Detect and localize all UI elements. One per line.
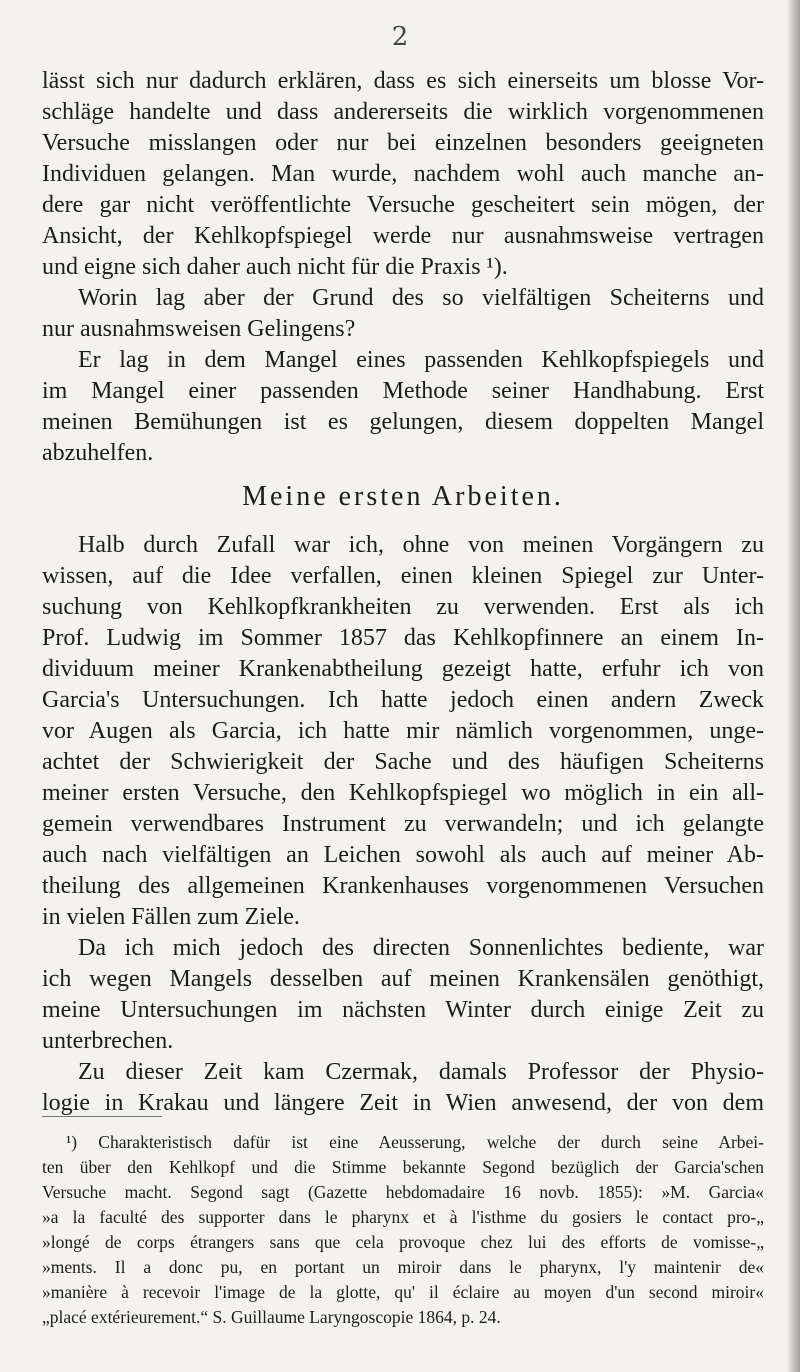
text-line: Ansicht, der Kehlkopfspiegel werde nur ausnahmsweise vertragen bbox=[42, 223, 764, 249]
footnote-line: »manière à recevoir l'image de la glotte, qu' il éclaire au moyen d'un second miroir« bbox=[42, 1282, 764, 1302]
text-line: auch nach vielfältigen an Leichen sowohl als auch auf meiner Ab- bbox=[42, 842, 764, 868]
text-line: Individuen gelangen. Man wurde, nachdem wohl auch manche an- bbox=[42, 161, 764, 187]
footnote-line: »longé de corps étrangers sans que cela provoque chez lui des efforts de vomisse-„ bbox=[42, 1232, 764, 1252]
text-line: meine Untersuchungen im nächsten Winter durch einige Zeit zu bbox=[42, 997, 764, 1023]
text-line: suchung von Kehlkopfkrankheiten zu verwenden. Erst als ich bbox=[42, 594, 764, 620]
text-line: theilung des allgemeinen Krankenhauses vorgenommenen Versuchen bbox=[42, 873, 764, 899]
text-line: nur ausnahmsweisen Gelingens? bbox=[42, 316, 356, 342]
text-line: Prof. Ludwig im Sommer 1857 das Kehlkopfinnere an einem In- bbox=[42, 625, 764, 651]
text-line: in vielen Fällen zum Ziele. bbox=[42, 904, 300, 930]
footnote-rule bbox=[42, 1116, 162, 1117]
text-line: meiner ersten Versuche, den Kehlkopfspiegel wo möglich in ein all- bbox=[42, 780, 764, 806]
text-line: achtet der Schwierigkeit der Sache und des häufigen Scheiterns bbox=[42, 749, 764, 775]
page-edge-shadow bbox=[786, 0, 800, 1372]
text-line: Worin lag aber der Grund des so vielfältigen Scheiterns und bbox=[78, 285, 764, 311]
text-line: Halb durch Zufall war ich, ohne von meinen Vorgängern zu bbox=[78, 532, 764, 558]
footnote-line: ¹) Charakteristisch dafür ist eine Aeusserung, welche der durch seine Arbei- bbox=[66, 1132, 764, 1152]
text-line: Er lag in dem Mangel eines passenden Kehlkopfspiegels und bbox=[78, 347, 764, 373]
footnote-line: »ments. Il a donc pu, en portant un miroir dans le pharynx, l'y maintenir de« bbox=[42, 1257, 764, 1277]
section-heading: Meine ersten Arbeiten. bbox=[242, 481, 564, 512]
text-line: wissen, auf die Idee verfallen, einen kleinen Spiegel zur Unter- bbox=[42, 563, 764, 589]
page-number: 2 bbox=[391, 22, 409, 52]
text-line: vor Augen als Garcia, ich hatte mir nämlich vorgenommen, unge- bbox=[42, 718, 764, 744]
text-line: lässt sich nur dadurch erklären, dass es sich einerseits um blosse Vor- bbox=[42, 68, 764, 94]
footnote-line: „placé extérieurement.“ S. Guillaume Laryngoscopie 1864, p. 24. bbox=[42, 1307, 501, 1327]
text-line: abzuhelfen. bbox=[42, 440, 154, 466]
text-line: dere gar nicht veröffentlichte Versuche gescheitert sein mögen, der bbox=[42, 192, 764, 218]
text-line: und eigne sich daher auch nicht für die Praxis ¹). bbox=[42, 254, 508, 280]
text-line: logie in Krakau und längere Zeit in Wien anwesend, der von dem bbox=[42, 1090, 764, 1116]
text-line: dividuum meiner Krankenabtheilung gezeigt hatte, erfuhr ich von bbox=[42, 656, 764, 682]
footnote-line: ten über den Kehlkopf und die Stimme bekannte Segond bezüglich der Garcia'schen bbox=[42, 1157, 764, 1177]
text-line: schläge handelte und dass andererseits die wirklich vorgenommenen bbox=[42, 99, 764, 125]
text-line: im Mangel einer passenden Methode seiner Handhabung. Erst bbox=[42, 378, 764, 404]
text-line: ich wegen Mangels desselben auf meinen Krankensälen genöthigt, bbox=[42, 966, 764, 992]
text-line: Da ich mich jedoch des directen Sonnenlichtes bediente, war bbox=[78, 935, 764, 961]
footnote-line: Versuche macht. Segond sagt (Gazette hebdomadaire 16 novb. 1855): »M. Garcia« bbox=[42, 1182, 764, 1202]
text-line: Zu dieser Zeit kam Czermak, damals Professor der Physio- bbox=[78, 1059, 764, 1085]
text-line: meinen Bemühungen ist es gelungen, diesem doppelten Mangel bbox=[42, 409, 764, 435]
text-line: Garcia's Untersuchungen. Ich hatte jedoch einen andern Zweck bbox=[42, 687, 764, 713]
text-line: Versuche misslangen oder nur bei einzelnen besonders geeigneten bbox=[42, 130, 764, 156]
footnote-line: »a la faculté des supporter dans le pharynx et à l'isthme du gosiers le contact pro-„ bbox=[42, 1207, 764, 1227]
text-line: gemein verwendbares Instrument zu verwandeln; und ich gelangte bbox=[42, 811, 764, 837]
text-line: unterbrechen. bbox=[42, 1028, 174, 1054]
